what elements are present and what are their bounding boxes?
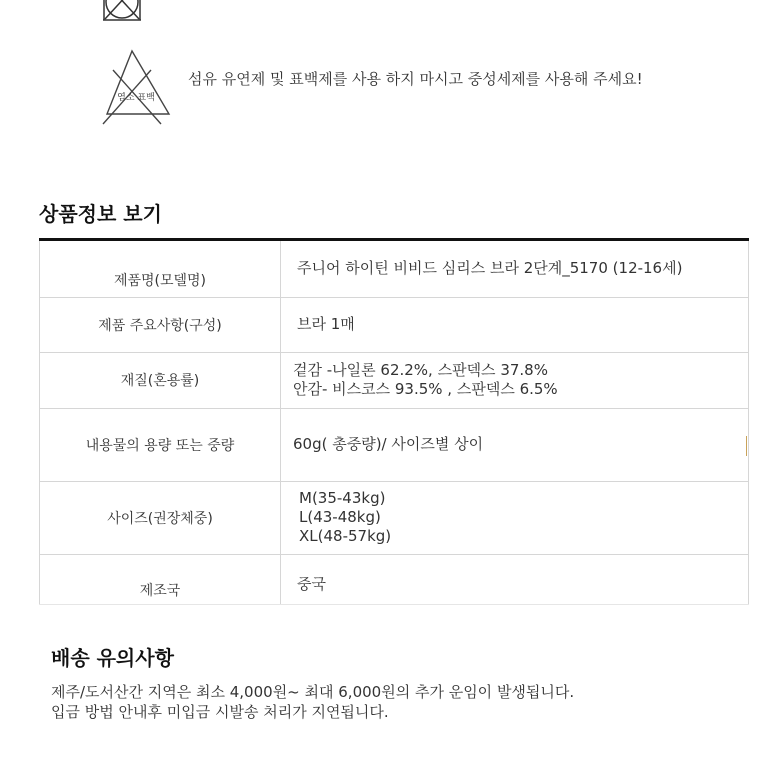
table-row — [40, 481, 749, 554]
table-row — [40, 408, 749, 481]
row-label: 제품 주요사항(구성) — [40, 297, 281, 352]
product-info-title: 상품정보 보기 — [39, 202, 162, 226]
row-label: 제품명(모델명) — [40, 241, 281, 297]
table-row — [40, 352, 749, 408]
row-value-line: 60g( 총중량)/ 사이즈별 상이 — [293, 435, 484, 453]
row-value-line: XL(48-57kg) — [299, 527, 392, 545]
shipping-notice-title: 배송 유의사항 — [51, 646, 174, 670]
row-label: 재질(혼용률) — [40, 352, 281, 408]
row-value — [281, 554, 749, 604]
row-value — [281, 352, 749, 408]
row-label: 사이즈(권장체중) — [40, 481, 281, 554]
row-value — [281, 297, 749, 352]
row-value-line: M(35-43kg) — [299, 489, 386, 507]
row-value — [281, 481, 749, 554]
bleach-icon-label: 염소 표백 — [117, 93, 155, 103]
product-info-table — [39, 241, 749, 605]
row-label: 내용물의 용량 또는 중량 — [40, 408, 281, 481]
table-row — [40, 297, 749, 352]
care-instruction: 섬유 유연제 및 표백제를 사용 하지 마시고 중성세제를 사용해 주세요! — [188, 70, 643, 88]
table-row — [40, 554, 749, 604]
table-row — [40, 241, 749, 297]
row-value-line: 겉감 -나일론 62.2%, 스판덱스 37.8% — [293, 361, 548, 379]
shipping-notice-line: 입금 방법 안내후 미입금 시발송 처리가 지연됩니다. — [51, 703, 389, 721]
row-label: 제조국 — [40, 554, 281, 604]
no-chlorine-bleach-icon — [101, 48, 173, 126]
row-value — [281, 241, 749, 297]
edge-mark — [746, 436, 747, 456]
no-tumble-dry-icon — [102, 0, 142, 22]
row-value — [281, 408, 749, 481]
row-value-line: L(43-48kg) — [299, 508, 381, 526]
row-value-line: 안감- 비스코스 93.5% , 스판덱스 6.5% — [293, 380, 558, 398]
row-value-line: 브라 1매 — [297, 315, 355, 333]
shipping-notice-line: 제주/도서산간 지역은 최소 4,000원~ 최대 6,000원의 추가 운임이 발생됩니다. — [51, 683, 575, 701]
row-value-line: 주니어 하이틴 비비드 심리스 브라 2단계_5170 (12-16세) — [297, 259, 683, 278]
row-value-line: 중국 — [297, 574, 326, 593]
